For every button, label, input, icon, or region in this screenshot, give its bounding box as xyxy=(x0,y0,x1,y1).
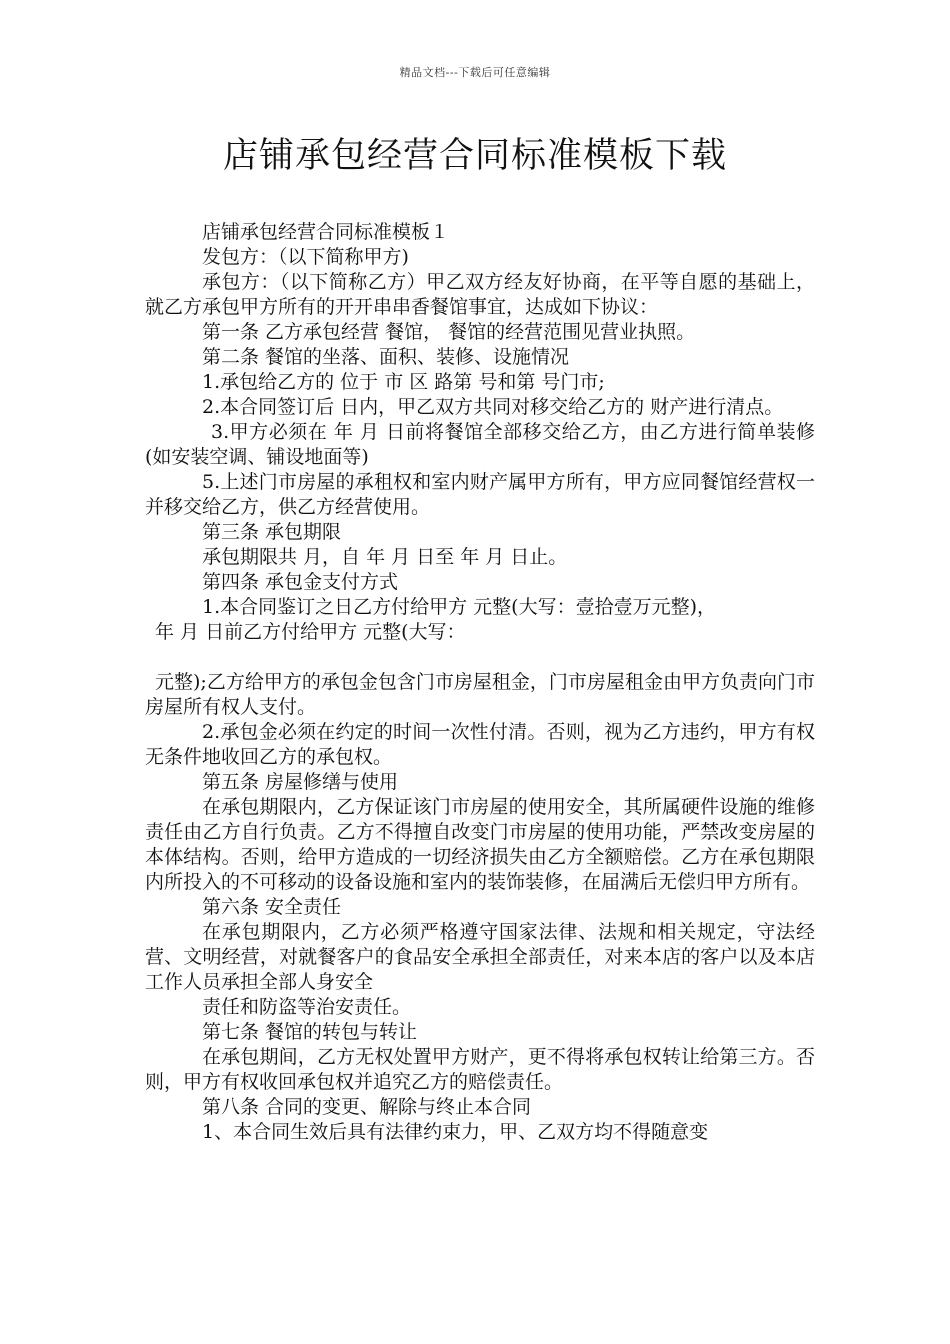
article-5-heading: 第五条 房屋修缮与使用 xyxy=(202,771,399,793)
document-title: 店铺承包经营合同标准模板下载 xyxy=(222,136,727,176)
article-2-item-3: 3.甲方必须在 年 月 日前将餐馆全部移交给乙方，由乙方进行简单装修(如安装空调、铺设地面等) xyxy=(145,421,815,468)
article-4-item-1-end: 元整);乙方给甲方的承包金包含门市房屋租金，门市房屋租金由甲方负责向门市房屋所有权人支付。 xyxy=(145,671,815,718)
article-3-heading: 第三条 承包期限 xyxy=(202,521,342,543)
page-header-note: 精品文档---下载后可任意编辑 xyxy=(399,66,551,79)
article-8-item-1: 1、本合同生效后具有法律约束力，甲、乙双方均不得随意变 xyxy=(202,1121,709,1143)
article-7-text: 在承包期间，乙方无权处置甲方财产，更不得将承包权转让给第三方。否则，甲方有权收回承包权并追究乙方的赔偿责任。 xyxy=(145,1046,815,1093)
article-8-heading: 第八条 合同的变更、解除与终止本合同 xyxy=(202,1096,532,1118)
paragraph-party-b: 承包方：（以下简称乙方）甲乙双方经友好协商，在平等自愿的基础上，就乙方承包甲方所有的开开串串香餐馆事宜，达成如下协议： xyxy=(145,271,815,318)
article-3-term: 承包期限共 月，自 年 月 日至 年 月 日止。 xyxy=(202,546,568,568)
article-2-item-5: 5.上述门市房屋的承租权和室内财产属甲方所有，甲方应同餐馆经营权一并移交给乙方，供乙方经营使用。 xyxy=(145,471,815,518)
paragraph-party-a: 发包方：（以下简称甲方) xyxy=(202,246,409,268)
article-6-text-continued: 责任和防盗等治安责任。 xyxy=(202,996,412,1018)
article-2-item-2: 2.本合同签订后 日内，甲乙双方共同对移交给乙方的 财产进行清点。 xyxy=(202,396,784,418)
paragraph-template-heading: 店铺承包经营合同标准模板１ xyxy=(202,221,450,243)
article-6-text: 在承包期限内，乙方必须严格遵守国家法律、法规和相关规定，守法经营、文明经营，对就餐客户的食品安全承担全部责任，对来本店的客户以及本店工作人员承担全部人身安全 xyxy=(145,921,815,993)
article-6-heading: 第六条 安全责任 xyxy=(202,896,342,918)
article-2-item-1: 1.承包给乙方的 位于 市 区 路第 号和第 号门市; xyxy=(202,371,605,393)
article-4-item-1-continued: 年 月 日前乙方付给甲方 元整(大写： xyxy=(155,621,466,643)
document-body xyxy=(145,220,815,1145)
article-5-text: 在承包期限内，乙方保证该门市房屋的使用安全，其所属硬件设施的维修责任由乙方自行负责。乙方不得擅自改变门市房屋的使用功能，严禁改变房屋的本体结构。否则，给甲方造成的一切经济损失由乙方全额赔偿。乙方在承包期限内所投入的不可移动的设备设施和室内的装饰装修，在届满后无偿归甲方所有。 xyxy=(145,796,815,893)
blank-line xyxy=(145,645,815,670)
article-4-heading: 第四条 承包金支付方式 xyxy=(202,571,399,593)
article-1: 第一条 乙方承包经营 餐馆， 餐馆的经营范围见营业执照。 xyxy=(202,321,696,343)
article-2-heading: 第二条 餐馆的坐落、面积、装修、设施情况 xyxy=(202,346,570,368)
article-4-item-1: 1.本合同鉴订之日乙方付给甲方 元整(大写：壹拾壹万元整)， xyxy=(202,596,716,618)
article-4-item-2: 2.承包金必须在约定的时间一次性付清。否则，视为乙方违约，甲方有权无条件地收回乙方的承包权。 xyxy=(145,721,815,768)
article-7-heading: 第七条 餐馆的转包与转让 xyxy=(202,1021,418,1043)
